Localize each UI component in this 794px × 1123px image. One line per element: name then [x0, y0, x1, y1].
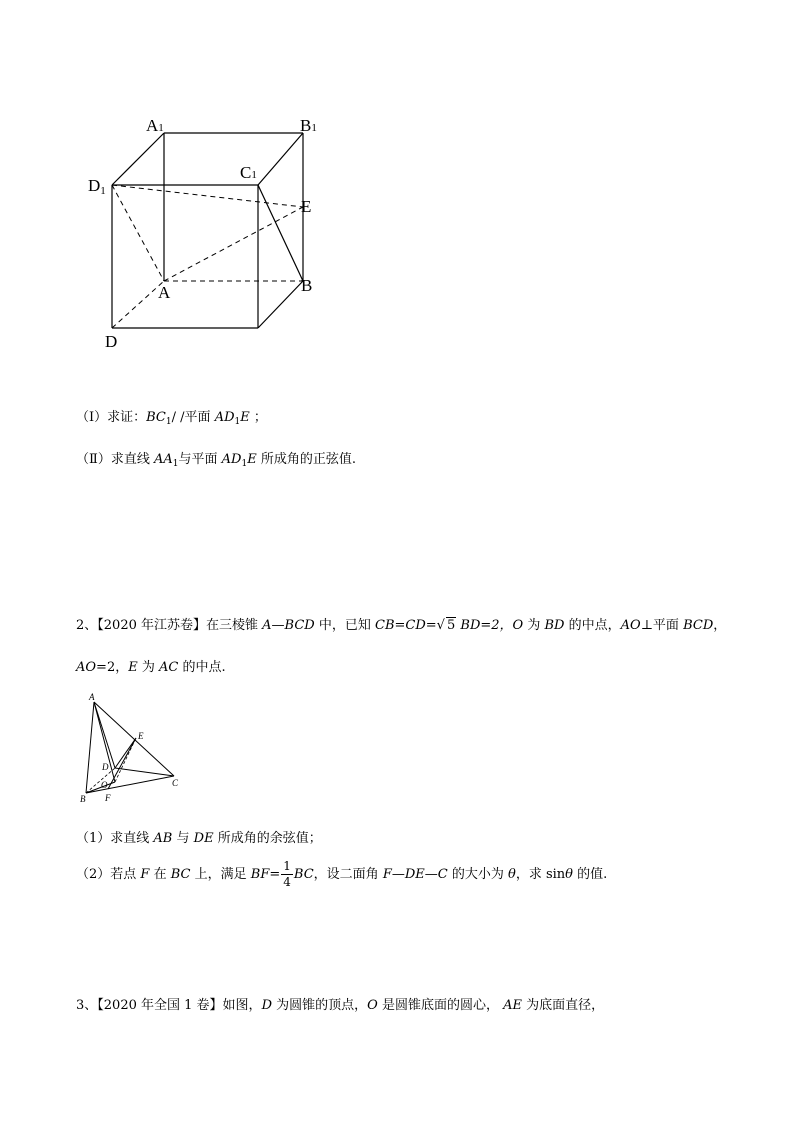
edge-E-F	[108, 738, 136, 789]
edge-D-C	[115, 768, 174, 776]
label-E: E	[301, 197, 312, 216]
label-F: F	[105, 793, 111, 803]
label-O: O	[101, 780, 108, 790]
edge-C1-B1	[258, 133, 303, 185]
sqrt-symbol: √	[436, 618, 445, 633]
edge-B-C	[86, 776, 174, 793]
dashed-D1-A	[112, 185, 164, 281]
label-D: D	[105, 332, 118, 351]
label-C: C	[172, 778, 179, 788]
fraction-one-quarter: $\frac{1}{4}$	[283, 859, 291, 889]
label-D1: D1	[88, 176, 106, 197]
tetrahedron-figure	[70, 690, 200, 810]
label-B: B	[301, 276, 313, 295]
dashed-D1-E	[112, 185, 303, 207]
edge-D1-A1	[112, 133, 164, 185]
edge-A-B	[86, 702, 94, 793]
cube-figure	[0, 0, 794, 360]
label-A: A	[89, 692, 95, 702]
edge-C1-B	[258, 185, 303, 281]
edge-C-B	[258, 281, 303, 328]
label-B: B	[80, 794, 86, 804]
label-D: D	[102, 762, 109, 772]
dashed-O-E	[115, 738, 136, 782]
label-A: A	[158, 283, 171, 302]
dashed-A-E	[164, 207, 303, 281]
edge-D-E	[115, 738, 136, 768]
dashed-D-A	[112, 281, 164, 328]
label-A1: A1	[146, 116, 164, 135]
label-E: E	[138, 731, 144, 741]
label-B1: B1	[300, 116, 317, 135]
label-C1: C1	[240, 163, 257, 182]
